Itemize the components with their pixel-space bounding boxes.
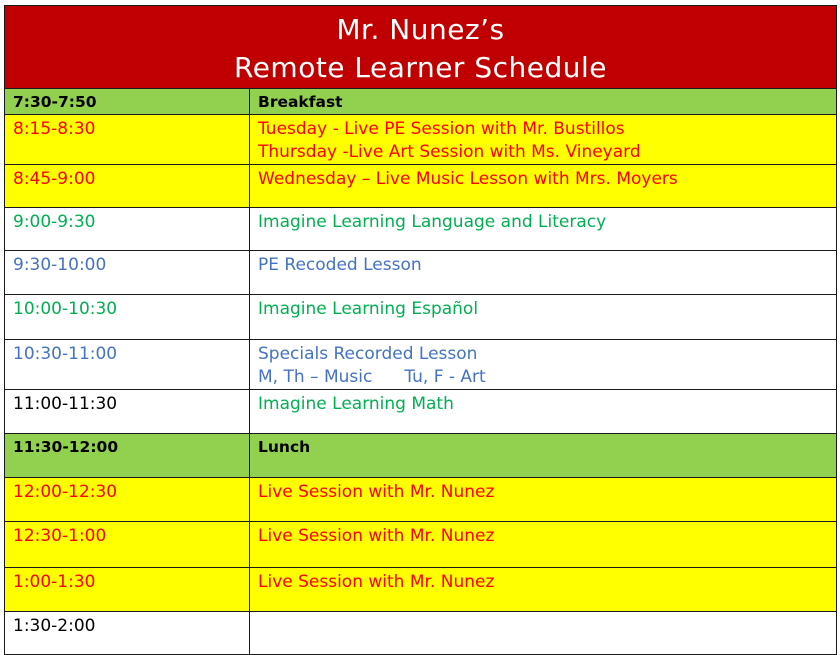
schedule-row: [5, 390, 837, 434]
schedule-row: [5, 295, 837, 340]
schedule-row: [5, 478, 837, 522]
activity-cell: Live Session with Mr. Nunez: [250, 478, 837, 522]
time-cell: 1:00-1:30: [5, 568, 250, 612]
schedule-row: [5, 208, 837, 251]
time-cell: 8:15-8:30: [5, 115, 250, 165]
activity-cell: Wednesday – Live Music Lesson with Mrs. Moyers: [250, 165, 837, 208]
activity-line: Thursday -Live Art Session with Ms. Vineyard: [258, 142, 641, 162]
time-cell: 8:45-9:00: [5, 165, 250, 208]
activity-cell: Breakfast: [250, 89, 837, 115]
activity-cell: Live Session with Mr. Nunez: [250, 568, 837, 612]
time-cell: 11:00-11:30: [5, 390, 250, 434]
activity-cell: Imagine Learning Español: [250, 295, 837, 340]
activity-cell: Live Session with Mr. Nunez: [250, 522, 837, 568]
schedule-table: [4, 88, 837, 655]
time-cell: 11:30-12:00: [5, 434, 250, 478]
schedule-row: [5, 522, 837, 568]
specials-art: Tu, F - Art: [404, 367, 486, 387]
activity-cell: Lunch: [250, 434, 837, 478]
title-line-2: Remote Learner Schedule: [234, 51, 607, 84]
activity-cell: [250, 115, 837, 165]
schedule-row: [5, 568, 837, 612]
schedule-row-lunch: [5, 434, 837, 478]
schedule-row: [5, 165, 837, 208]
specials-music: M, Th – Music: [258, 367, 373, 387]
activity-cell: Imagine Learning Language and Literacy: [250, 208, 837, 251]
time-cell: 12:30-1:00: [5, 522, 250, 568]
schedule-title: [4, 5, 837, 88]
activity-cell: Imagine Learning Math: [250, 390, 837, 434]
schedule-row: [5, 251, 837, 295]
time-cell: 7:30-7:50: [5, 89, 250, 115]
activity-line: Specials Recorded Lesson: [258, 344, 478, 364]
schedule-row-breakfast: [5, 89, 837, 115]
time-cell: 9:00-9:30: [5, 208, 250, 251]
time-cell: 1:30-2:00: [5, 612, 250, 655]
schedule-row: [5, 340, 837, 390]
time-cell: 10:00-10:30: [5, 295, 250, 340]
activity-cell: [250, 612, 837, 655]
activity-cell: PE Recoded Lesson: [250, 251, 837, 295]
schedule-row: [5, 612, 837, 655]
time-cell: 12:00-12:30: [5, 478, 250, 522]
activity-line: Tuesday - Live PE Session with Mr. Bustillos: [258, 119, 625, 139]
time-cell: 9:30-10:00: [5, 251, 250, 295]
activity-cell: [250, 340, 837, 390]
title-line-1: Mr. Nunez’s: [336, 13, 505, 46]
specials-line: [258, 366, 828, 389]
schedule-row: [5, 115, 837, 165]
time-cell: 10:30-11:00: [5, 340, 250, 390]
schedule-sheet: [4, 5, 837, 655]
